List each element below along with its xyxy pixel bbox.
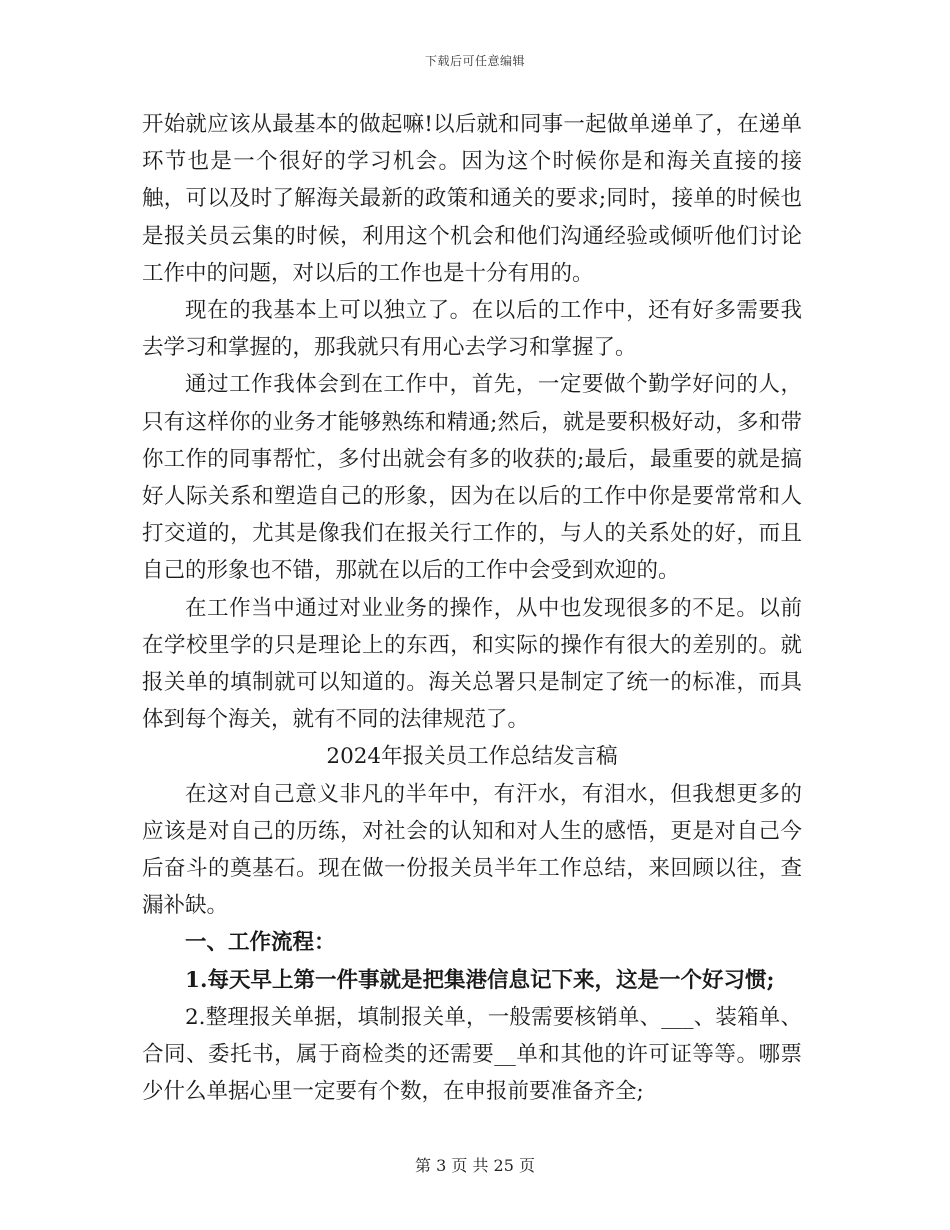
page-header: 下载后可任意编辑 bbox=[424, 54, 525, 68]
section-title: 2024年报关员工作总结发言稿 bbox=[326, 744, 618, 770]
paragraph-intro: 在这对自己意义非凡的半年中，有汗水，有泪水，但我想更多的应该是对自己的历练，对社会的认知和对人生的感悟，更是对自己今后奋斗的奠基石。现在做一份报关员半年工作总结，来回顾以往，查漏补缺。 bbox=[142, 781, 802, 919]
list-item-2: 2.整理报关单据，填制报关单，一般需要核销单、___、装箱单、合同、委托书，属于商检类的还需要__单和其他的许可证等等。哪票少什么单据心里一定要有个数，在申报前要准备齐全; bbox=[142, 1004, 802, 1105]
page-footer: 第 3 页 共 25 页 bbox=[415, 1156, 535, 1175]
paragraph-shortcomings: 在工作当中通过对业业务的操作，从中也发现很多的不足。以前在学校里学的只是理论上的东西，和实际的操作有很大的差别的。就报关单的填制就可以知道的。海关总署只是制定了统一的标准，而具体到每个海关，就有不同的法律规范了。 bbox=[142, 595, 802, 733]
document-body bbox=[142, 106, 802, 1110]
list-item-1: 1.每天早上第一件事就是把集港信息记下来，这是一个好习惯; bbox=[185, 967, 775, 993]
paragraph-continuation: 开始就应该从最基本的做起嘛!以后就和同事一起做单递单了，在递单环节也是一个很好的学习机会。因为这个时候你是和海关直接的接触，可以及时了解海关最新的政策和通关的要求;同时，接单的时候也是报关员云集的时候，利用这个机会和他们沟通经验或倾听他们讨论工作中的问题，对以后的工作也是十分有用的。 bbox=[142, 112, 802, 286]
paragraph-experience: 通过工作我体会到在工作中，首先，一定要做个勤学好问的人，只有这样你的业务才能够熟练和精通;然后，就是要积极好动，多和带你工作的同事帮忙，多付出就会有多的收获的;最后，最重要的就是搞好人际关系和塑造自己的形象，因为在以后的工作中你是要常常和人打交道的，尤其是像我们在报关行工作的，与人的关系处的好，而且自己的形象也不错，那就在以后的工作中会受到欢迎的。 bbox=[142, 372, 802, 584]
paragraph-independence: 现在的我基本上可以独立了。在以后的工作中，还有好多需要我去学习和掌握的，那我就只有用心去学习和掌握了。 bbox=[142, 298, 802, 361]
heading-workflow: 一、工作流程： bbox=[185, 930, 336, 956]
